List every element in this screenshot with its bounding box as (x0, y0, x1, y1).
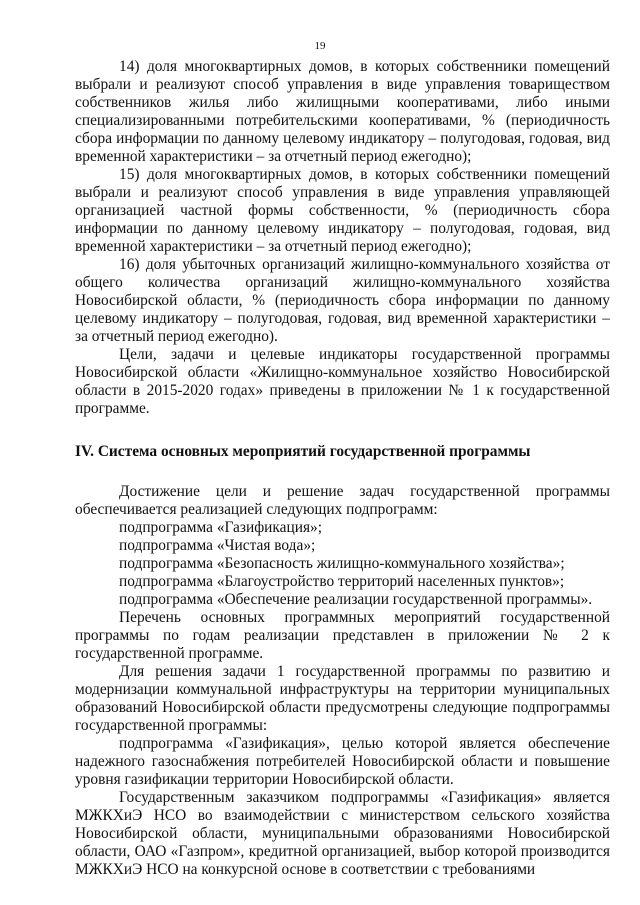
paragraph-goals-reference: Цели, задачи и целевые индикаторы государственной программы Новосибирской области «Жилищно-коммунальное хозяйство Новосибирской области в 2015-2020 годах» приведены в приложении № 1 к государственной программе. (75, 346, 610, 417)
section-heading: IV. Система основных мероприятий государственной программы (75, 443, 531, 460)
subprogram-item: подпрограмма «Чистая вода»; (119, 537, 316, 554)
paragraph-gasification-goal: подпрограмма «Газификация», целью которой является обеспечение надежного газоснабжения потребителей Новосибирской области и повышение уровня газификации территории Новосибирской области. (75, 735, 610, 788)
paragraph-intro: Достижение цели и решение задач государственной программы обеспечивается реализацией следующих подпрограмм: (75, 483, 610, 518)
paragraph-indicator-14: 14) доля многоквартирных домов, в которых собственники помещений выбрали и реализуют способ управления в виде управления товариществом собственников жилья либо жилищными кооперативами, либо иными специализированными потребительскими кооперативами, % (периодичность сбора информации по данному целевому индикатору – полугодовая, годовая, вид временной характеристики – за отчетный период ежегодно); (75, 58, 610, 165)
page-number: 19 (314, 40, 326, 52)
subprogram-item: подпрограмма «Безопасность жилищно-коммунального хозяйства»; (119, 555, 565, 572)
paragraph-task-1: Для решения задачи 1 государственной программы по развитию и модернизации коммунальной инфраструктуры на территории муниципальных образований Новосибирской области предусмотрены следующие подпрограммы государственной программы: (75, 663, 610, 734)
paragraph-indicator-16: 16) доля убыточных организаций жилищно-коммунального хозяйства от общего количества организаций жилищно-коммунального хозяйства Новосибирской области, % (периодичность сбора информации по данному целевому индикатору – полугодовая, годовая, вид временной характеристики – за отчетный период ежегодно). (75, 256, 610, 345)
paragraph-indicator-15: 15) доля многоквартирных домов, в которых собственники помещений выбрали и реализуют способ управления в виде управления управляющей организацией частной формы собственности, % (периодичность сбора информации по данному целевому индикатору – полугодовая, годовая, вид временной характеристики – за отчетный период ежегодно); (75, 166, 610, 255)
document-body (75, 58, 610, 879)
paragraph-state-customer: Государственным заказчиком подпрограммы «Газификация» является МЖКХиЭ НСО во взаимодействии с министерством сельского хозяйства Новосибирской области, муниципальными образованиями Новосибирской области, ОАО «Газпром», кредитной организацией, выбор которой производится МЖКХиЭ НСО на конкурсной основе в соответствии с требованиями (75, 789, 610, 878)
subprogram-item: подпрограмма «Благоустройство территорий населенных пунктов»; (119, 573, 565, 590)
subprogram-item: подпрограмма «Газификация»; (119, 519, 323, 536)
subprogram-item: подпрограмма «Обеспечение реализации государственной программы». (119, 591, 593, 608)
paragraph-measures-list: Перечень основных программных мероприятий государственной программы по годам реализации представлен в приложении № 2 к государственной программе. (75, 609, 610, 662)
